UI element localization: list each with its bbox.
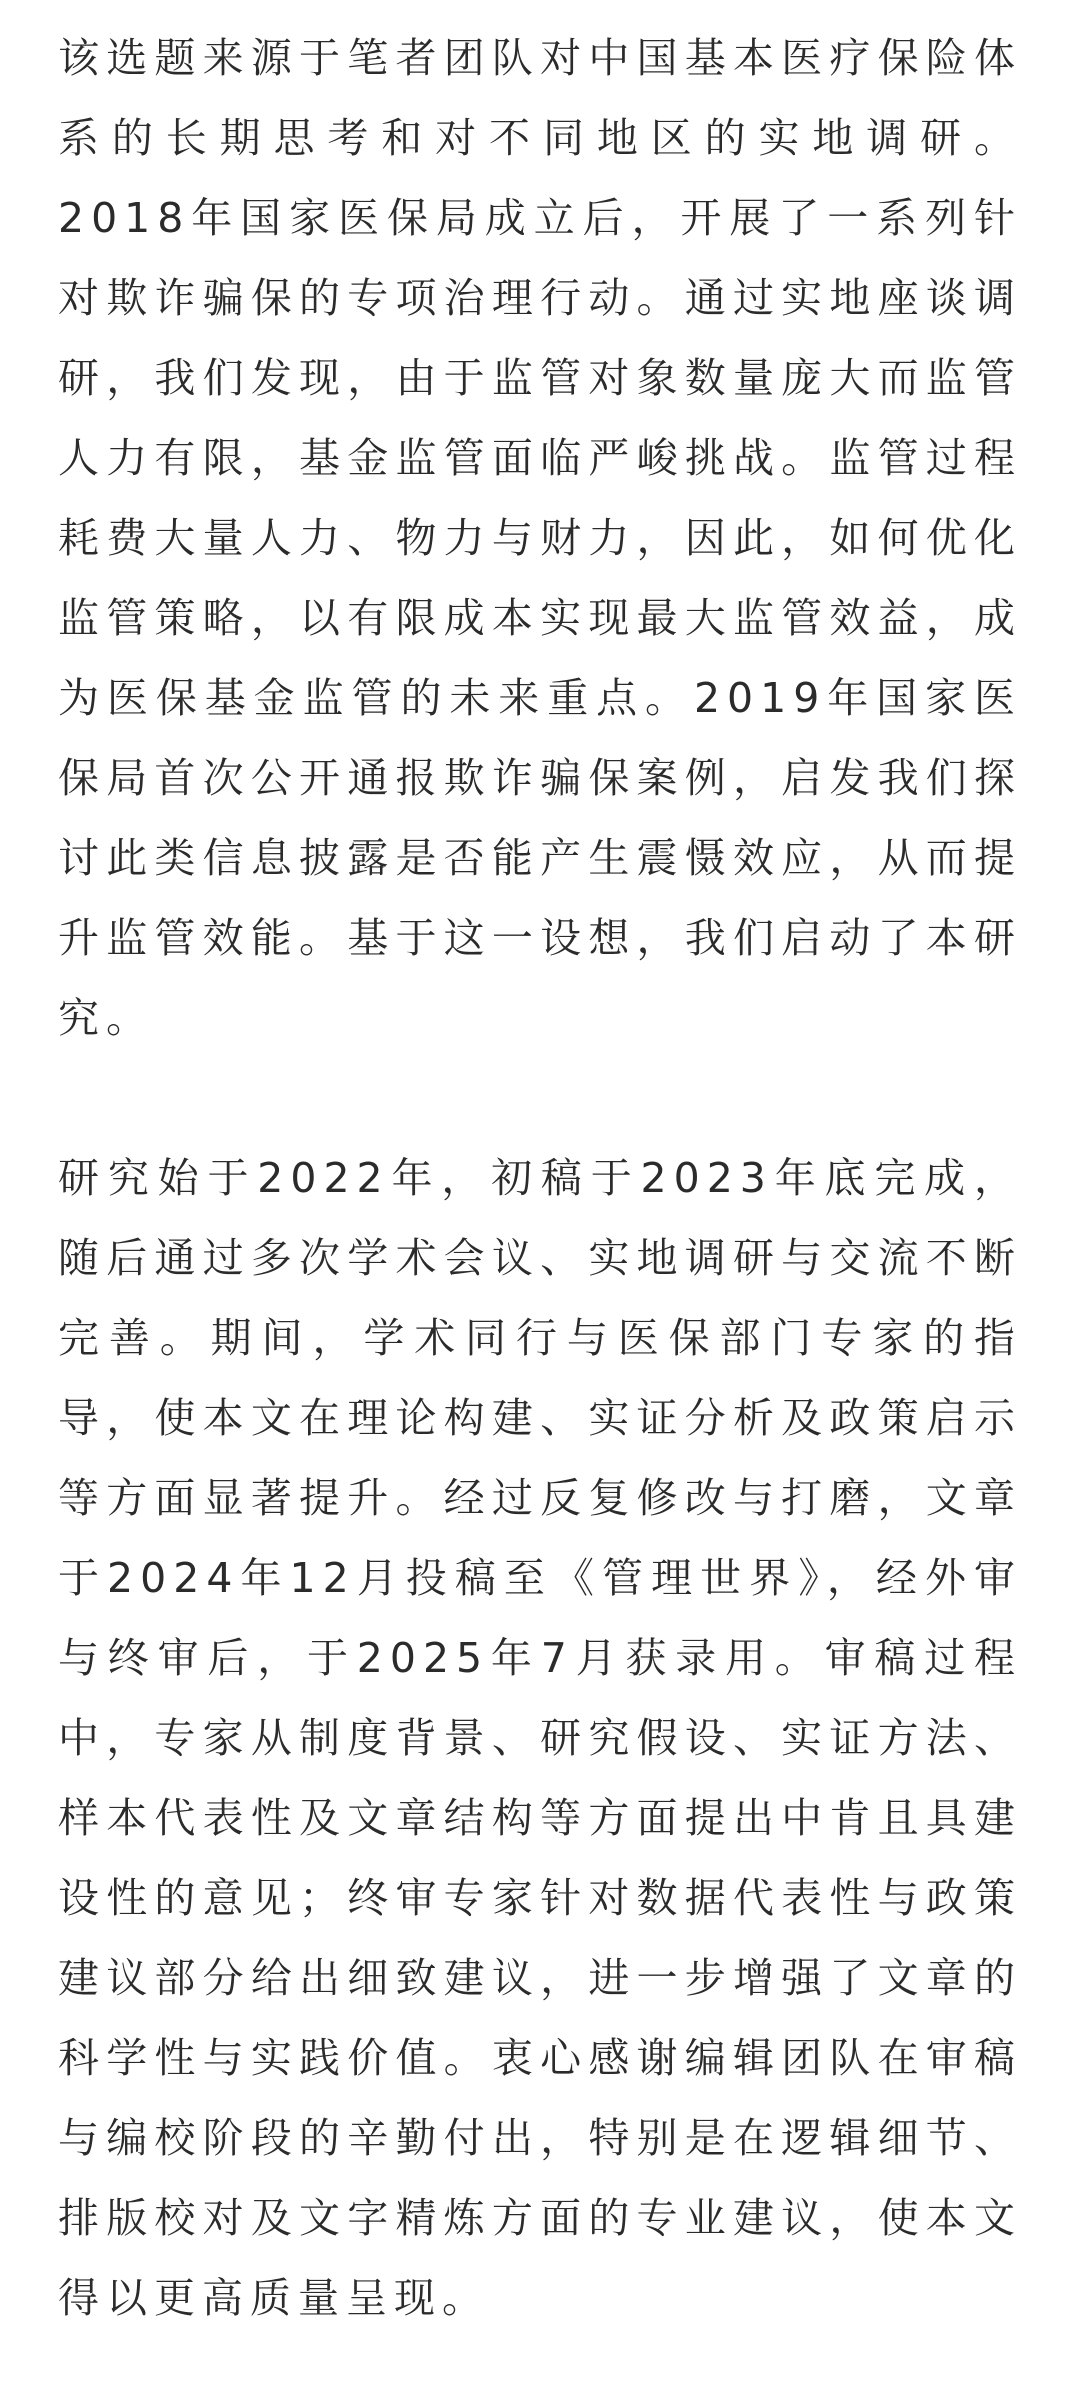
paragraph-research-process: 研究始于2022年，初稿于2023年底完成，随后通过多次学术会议、实地调研与交流不断完善。期间，学术同行与医保部门专家的指导，使本文在理论构建、实证分析及政策启示等方面显著提升。经过反复修改与打磨，文章于2024年12月投稿至《管理世界》，经外审与终审后，于2025年7月获录用。审稿过程中，专家从制度背景、研究假设、实证方法、样本代表性及文章结构等方面提出中肯且具建设性的意见；终审专家针对数据代表性与政策建议部分给出细致建议，进一步增强了文章的科学性与实践价值。衷心感谢编辑团队在审稿与编校阶段的辛勤付出，特别是在逻辑细节、排版校对及文字精炼方面的专业建议，使本文得以更高质量呈现。 [58, 1154, 1022, 2322]
paragraph-topic-origin: 该选题来源于笔者团队对中国基本医疗保险体系的长期思考和对不同地区的实地调研。2018年国家医保局成立后，开展了一系列针对欺诈骗保的专项治理行动。通过实地座谈调研，我们发现，由于监管对象数量庞大而监管人力有限，基金监管面临严峻挑战。监管过程耗费大量人力、物力与财力，因此，如何优化监管策略，以有限成本实现最大监管效益，成为医保基金监管的未来重点。2019年国家医保局首次公开通报欺诈骗保案例，启发我们探讨此类信息披露是否能产生震慑效应，从而提升监管效能。基于这一设想，我们启动了本研究。 [58, 34, 1022, 1042]
